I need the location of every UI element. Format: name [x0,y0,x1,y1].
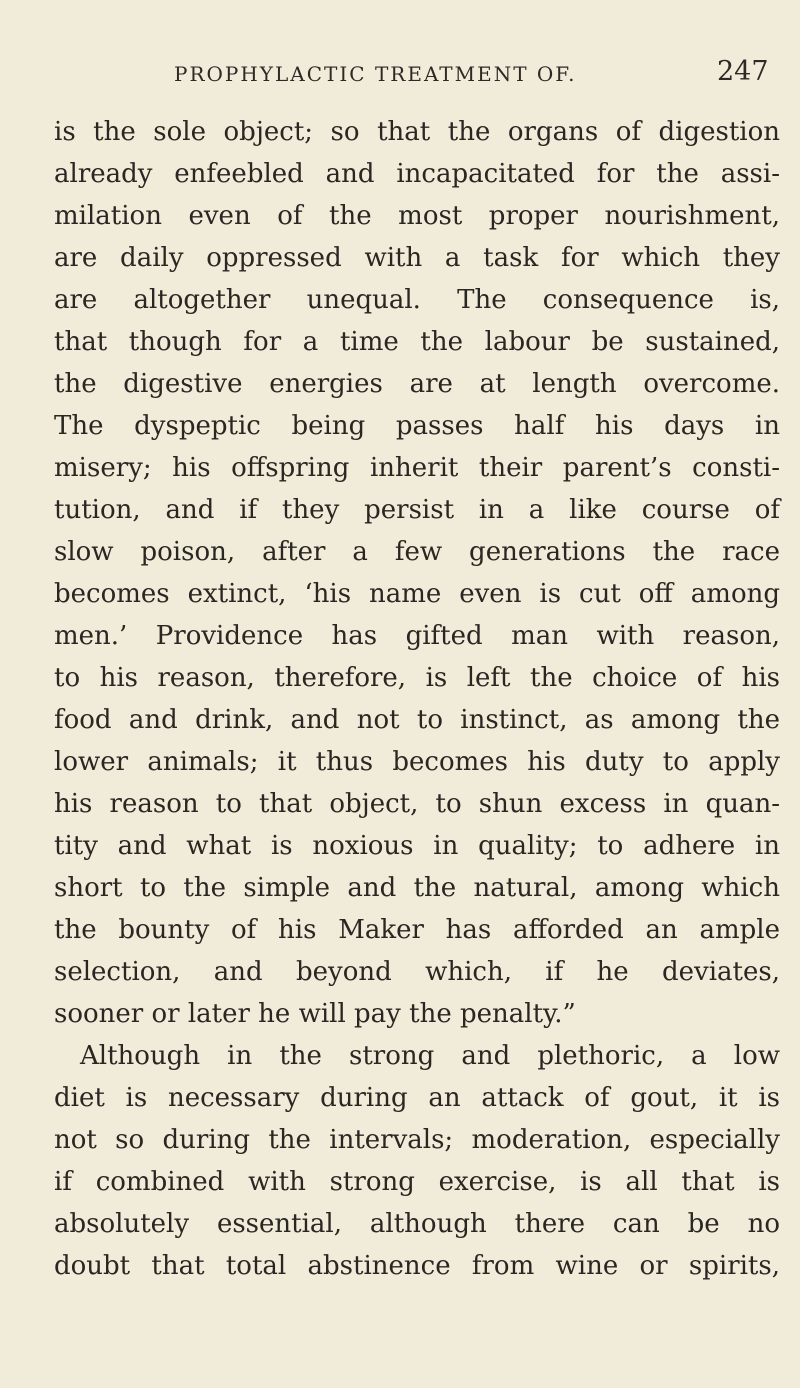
text-line: not so during the intervals; moderation, especially [54,1125,780,1155]
text-line: men.’ Providence has gifted man with reason, [54,621,780,651]
text-line: misery; his offspring inherit their parent’s consti- [54,453,780,483]
running-head: PROPHYLACTIC TREATMENT OF. [174,62,577,86]
text-line: already enfeebled and incapacitated for the assi- [54,159,780,189]
text-line: the bounty of his Maker has afforded an ample [54,915,780,945]
text-line: selection, and beyond which, if he deviates, [54,957,780,987]
text-line: tution, and if they persist in a like course of [54,495,780,525]
text-line: is the sole object; so that the organs of digestion [54,117,780,147]
text-line: short to the simple and the natural, among which [54,873,780,903]
text-line: are daily oppressed with a task for which they [54,243,780,273]
text-line: absolutely essential, although there can be no [54,1209,780,1239]
text-line: lower animals; it thus becomes his duty to apply [54,747,780,777]
text-line: that though for a time the labour be sustained, [54,327,780,357]
text-line: The dyspeptic being passes half his days in [54,411,780,441]
text-line: the digestive energies are at length overcome. [54,369,780,399]
text-line: tity and what is noxious in quality; to adhere in [54,831,780,861]
text-line: milation even of the most proper nourishment, [54,201,780,231]
text-line: his reason to that object, to shun excess in quan- [54,789,780,819]
text-line: Although in the strong and plethoric, a low [80,1041,780,1071]
text-line: if combined with strong exercise, is all that is [54,1167,780,1197]
page-number: 247 [717,56,769,87]
text-line: becomes extinct, ‘his name even is cut off among [54,579,780,609]
text-line: sooner or later he will pay the penalty.” [54,999,576,1029]
text-line: to his reason, therefore, is left the choice of his [54,663,780,693]
text-line: slow poison, after a few generations the race [54,537,780,567]
text-line: are altogether unequal. The consequence is, [54,285,780,315]
text-line: doubt that total abstinence from wine or spirits, [54,1251,780,1281]
text-line: food and drink, and not to instinct, as among the [54,705,780,735]
text-line: diet is necessary during an attack of gout, it is [54,1083,780,1113]
